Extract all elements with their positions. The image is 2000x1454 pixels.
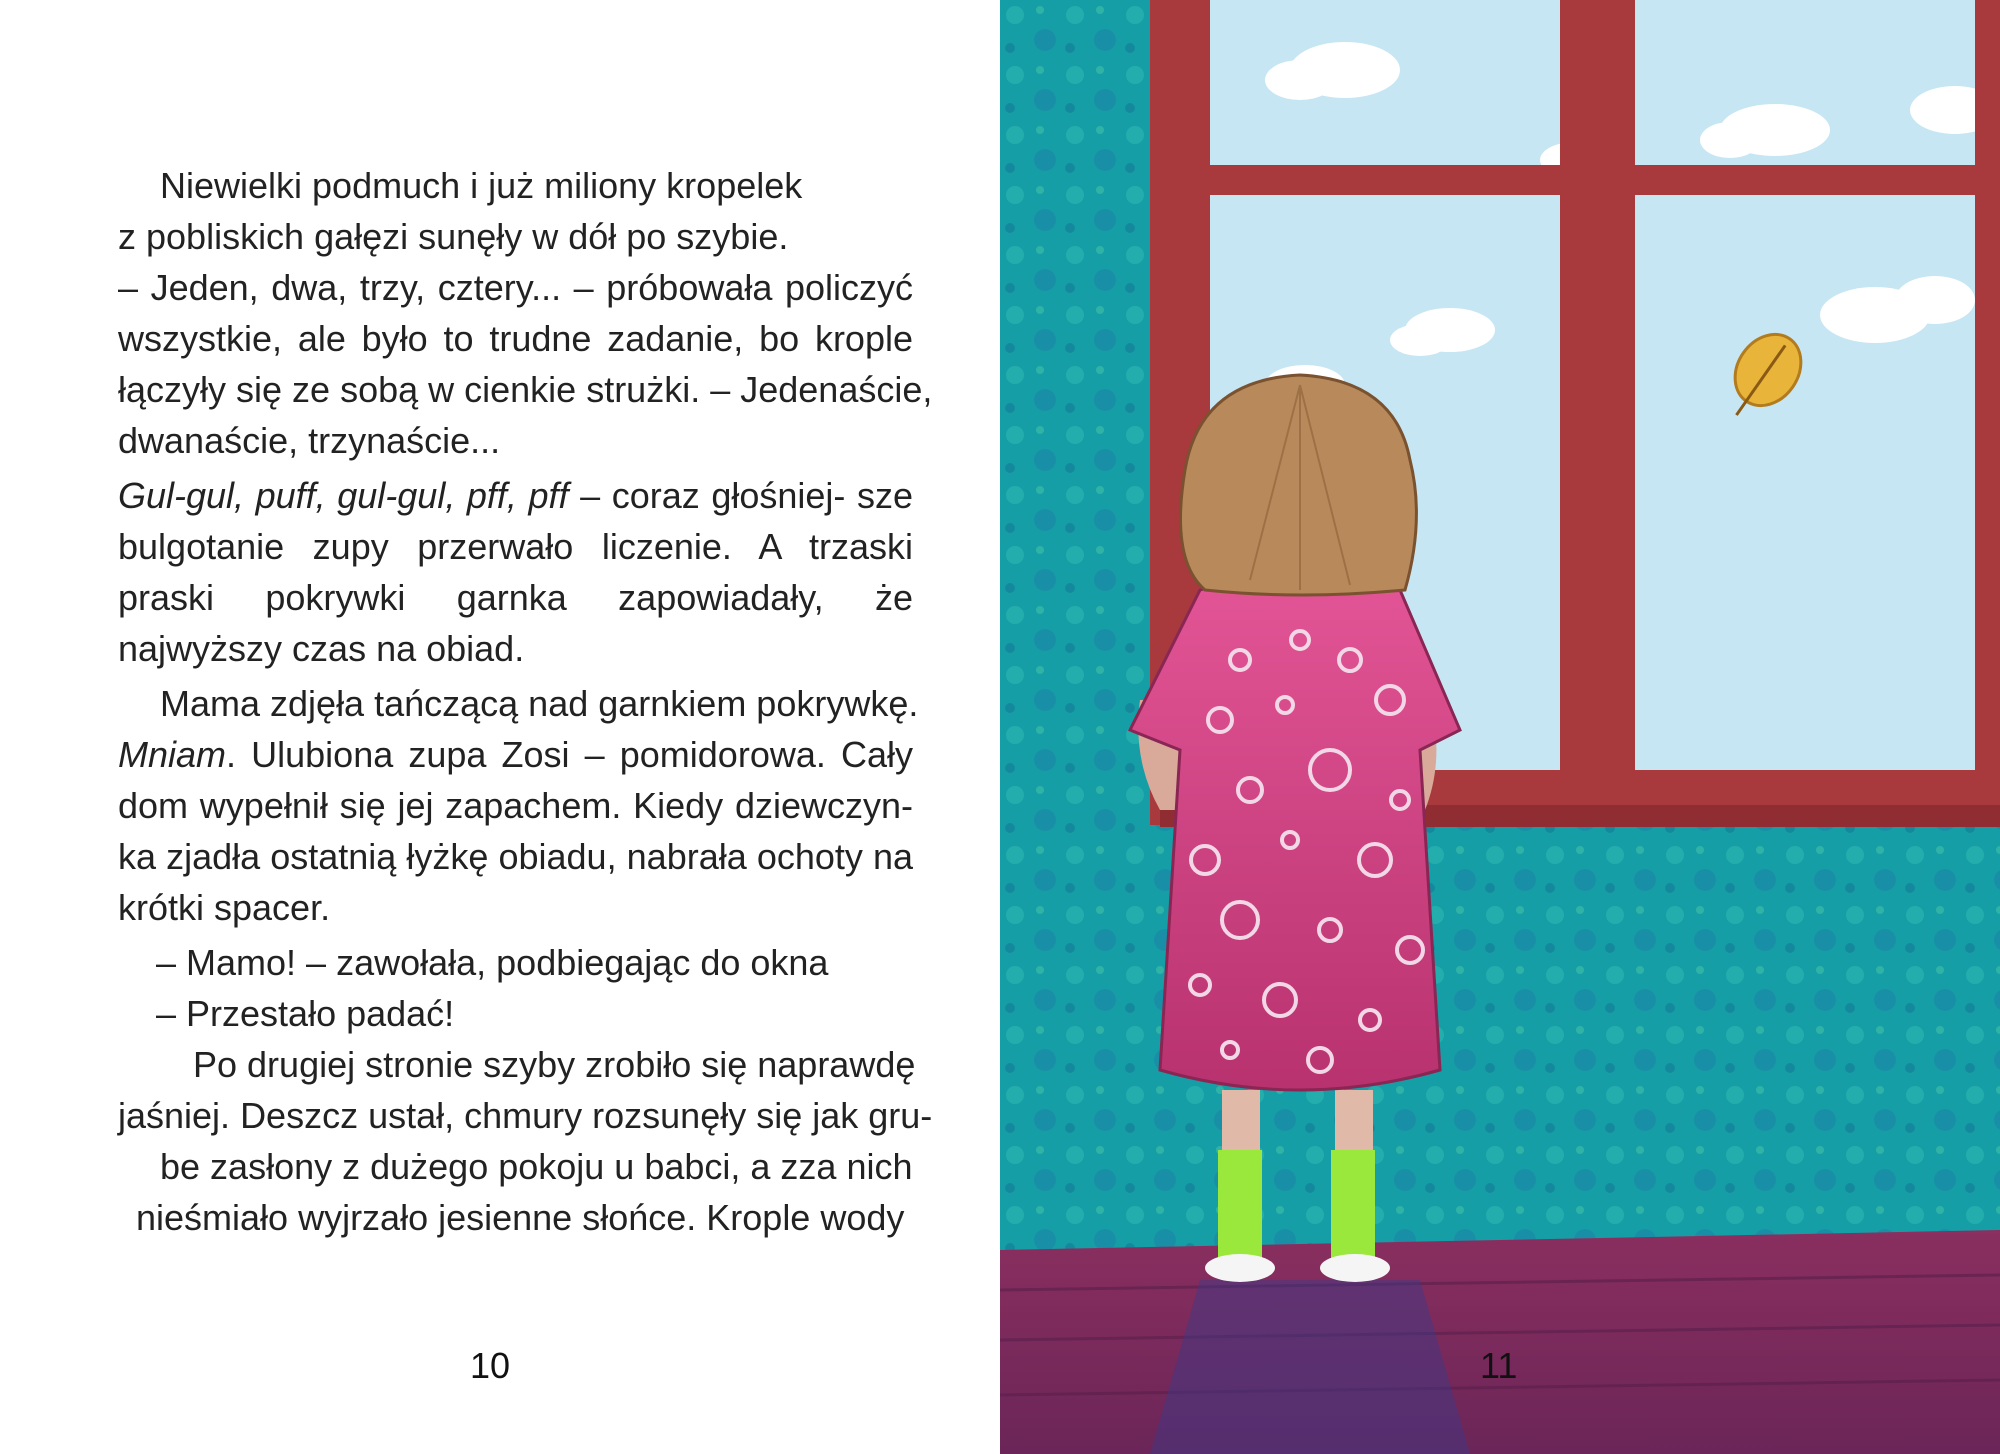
text-line: Mama zdjęła tańczącą nad garnkiem pokrywkę.	[160, 683, 919, 724]
text-line: Po drugiej stronie szyby zrobiło się naprawdę	[193, 1044, 916, 1085]
text-line: łączyły się ze sobą w cienkie strużki. – Jedenaście,	[118, 369, 933, 410]
text-line: najwyższy czas na obiad.	[118, 628, 525, 669]
text-line: – Mamo! – zawołała, podbiegając do okna	[156, 942, 829, 983]
page-number-right: 11	[1480, 1345, 1518, 1386]
page-number-left: 10	[470, 1345, 511, 1386]
text-line: jaśniej. Deszcz ustał, chmury rozsunęły się jak gru-	[118, 1095, 933, 1136]
sock-right	[1331, 1150, 1375, 1260]
text-line: Gul-gul, puff, gul-gul, pff, pff – coraz głośniej- sze	[118, 475, 914, 516]
emphasis: Mniam	[118, 734, 227, 775]
text-line: be zasłony z dużego pokoju u babci, a zza nich	[160, 1146, 913, 1187]
text-line: praski pokrywki garnka zapowiadały, że	[118, 577, 913, 618]
text-line: dom wypełnił się jej zapachem. Kiedy dziewczyn-	[118, 785, 913, 826]
text-line: Niewielki podmuch i już miliony kropelek	[160, 165, 803, 206]
onomatopoeia: Gul-gul, puff, gul-gul, pff, pff	[118, 475, 569, 516]
hair	[1181, 375, 1417, 595]
text-line: dwanaście, trzynaście...	[118, 420, 501, 461]
text-line: wszystkie, ale było to trudne zadanie, bo krople	[118, 318, 913, 359]
floor	[1000, 1230, 2000, 1454]
text-line: – Przestało padać!	[156, 993, 455, 1034]
text-line: nieśmiało wyjrzało jesienne słońce. Krople wody	[136, 1197, 905, 1238]
text-line: krótki spacer.	[118, 887, 331, 928]
text-line: – Jeden, dwa, trzy, cztery... – próbowała policzyć	[118, 267, 913, 308]
text-line: Mniam. Ulubiona zupa Zosi – pomidorowa. Cały	[118, 734, 913, 775]
right-page	[1000, 0, 2000, 1454]
text-line: z pobliskich gałęzi sunęły w dół po szybie.	[118, 216, 789, 257]
text-line: ka zjadła ostatnią łyżkę obiadu, nabrała ochoty na	[118, 836, 913, 877]
text-line: bulgotanie zupy przerwało liczenie. A trzaski	[118, 526, 913, 567]
sock-left	[1218, 1150, 1262, 1260]
story-text	[118, 160, 933, 1243]
girl-at-window-illustration	[1000, 0, 2000, 1454]
